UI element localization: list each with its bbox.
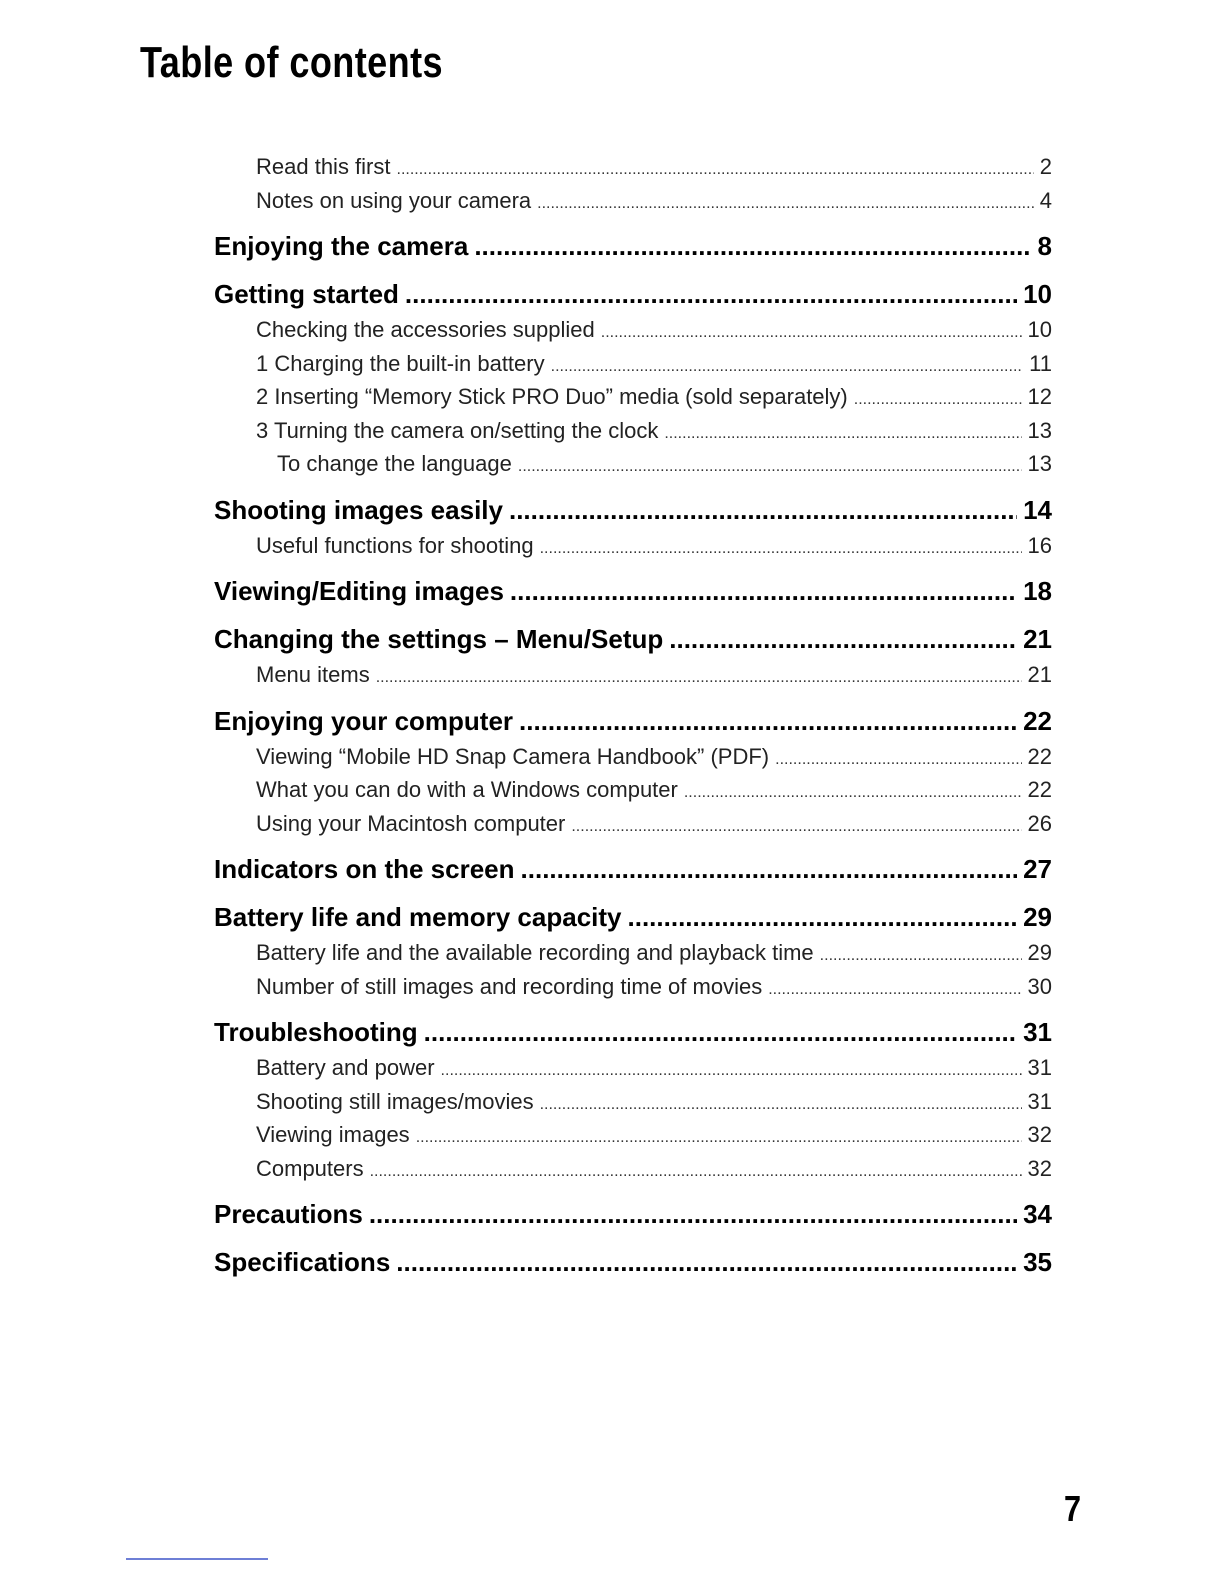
- toc-entry-page-number: 22: [1027, 777, 1052, 802]
- dot-leader: [370, 1155, 1022, 1189]
- toc-subsection-entry[interactable]: [214, 936, 1052, 970]
- toc-entry-label: To change the language: [277, 451, 512, 476]
- toc-entry-label: Number of still images and recording time of movies: [256, 973, 763, 999]
- toc-entry-page-number: 8: [1037, 231, 1052, 261]
- dot-leader: [540, 532, 1022, 566]
- toc-entry-page-number: 13: [1027, 451, 1052, 476]
- toc-entry-label: Battery life and memory capacity: [214, 902, 622, 932]
- page-number: 7: [1064, 1488, 1082, 1529]
- toc-entry-page-number: 14: [1023, 494, 1052, 525]
- toc-entry-label: Computers: [256, 1155, 364, 1181]
- dot-leader: [521, 850, 1018, 888]
- toc-entry-page-number: 21: [1023, 624, 1052, 654]
- toc-entry-label: Specifications: [214, 1247, 391, 1277]
- toc-subsection-entry[interactable]: [214, 773, 1052, 807]
- dot-leader: [396, 1243, 1017, 1281]
- toc-section-entry[interactable]: [214, 491, 1052, 529]
- toc-subsection-entry[interactable]: [214, 740, 1052, 774]
- toc-subsection-entry[interactable]: [214, 447, 1052, 481]
- toc-entry-label: Viewing images: [256, 1122, 410, 1147]
- toc-entry-label: 2 Inserting “Memory Stick PRO Duo” media (sold separately): [256, 384, 848, 409]
- dot-leader: [474, 227, 1031, 265]
- toc-entry-page-number: 32: [1027, 1122, 1052, 1147]
- toc-entry-page-number: 10: [1023, 279, 1052, 309]
- toc-entry-label: Shooting still images/movies: [256, 1088, 534, 1114]
- toc-subsection-entry[interactable]: [214, 1118, 1052, 1152]
- bottom-rule: [126, 1558, 268, 1560]
- page-title: Table of contents: [140, 38, 443, 87]
- toc-entry-label: Precautions: [214, 1199, 363, 1229]
- toc-entry-label: Checking the accessories supplied: [256, 317, 595, 342]
- toc-subsection-entry[interactable]: [214, 1085, 1052, 1119]
- dot-leader: [854, 383, 1022, 417]
- toc-entry-page-number: 29: [1027, 940, 1052, 965]
- toc-section-entry[interactable]: [214, 1243, 1052, 1281]
- toc-entry-label: 3 Turning the camera on/setting the clock: [256, 417, 659, 443]
- dot-leader: [397, 153, 1034, 187]
- toc-entry-page-number: 34: [1023, 1199, 1052, 1229]
- toc-entry-page-number: 22: [1027, 743, 1052, 769]
- toc-subsection-entry[interactable]: [214, 658, 1052, 692]
- toc-section-entry[interactable]: [214, 1013, 1052, 1051]
- dot-leader: [518, 450, 1022, 484]
- dot-leader: [416, 1121, 1022, 1155]
- dot-leader: [601, 316, 1022, 350]
- toc-entry-label: Menu items: [256, 662, 370, 687]
- toc-entry-page-number: 16: [1027, 532, 1052, 558]
- toc-entry-label: Useful functions for shooting: [256, 532, 534, 558]
- toc-entry-page-number: 29: [1023, 902, 1052, 932]
- toc-section-entry[interactable]: [214, 898, 1052, 936]
- toc-entry-page-number: 4: [1039, 187, 1052, 213]
- toc-section-entry[interactable]: [214, 1195, 1052, 1233]
- toc-entry-page-number: 13: [1027, 417, 1052, 443]
- dot-leader: [376, 661, 1022, 695]
- toc-section-entry[interactable]: [214, 227, 1052, 265]
- toc-entry-label: Viewing “Mobile HD Snap Camera Handbook” (PDF): [256, 743, 770, 769]
- toc-entry-page-number: 21: [1027, 662, 1052, 687]
- toc-section-entry[interactable]: [214, 275, 1052, 313]
- toc-entry-label: Battery life and the available recording and playback time: [256, 940, 814, 965]
- toc-entry-label: What you can do with a Windows computer: [256, 777, 678, 802]
- toc-entry-page-number: 12: [1027, 384, 1052, 409]
- toc-subsection-entry[interactable]: [214, 807, 1052, 841]
- toc-entry-label: Read this first: [256, 154, 391, 179]
- dot-leader: [519, 702, 1017, 740]
- toc-subsection-entry[interactable]: [214, 184, 1052, 218]
- dot-leader: [509, 491, 1017, 529]
- dot-leader: [540, 1088, 1022, 1122]
- toc-entry-label: Indicators on the screen: [214, 854, 515, 884]
- dot-leader: [424, 1013, 1017, 1051]
- toc-entry-label: Notes on using your camera: [256, 187, 532, 213]
- toc-entry-page-number: 10: [1027, 317, 1052, 342]
- toc-entry-label: Enjoying your computer: [214, 705, 514, 736]
- toc-entry-page-number: 22: [1023, 705, 1052, 736]
- toc-entry-page-number: 31: [1027, 1055, 1052, 1080]
- toc-entry-page-number: 2: [1039, 154, 1052, 179]
- dot-leader: [664, 417, 1021, 451]
- toc-entry-page-number: 27: [1023, 854, 1052, 884]
- dot-leader: [441, 1054, 1022, 1088]
- toc-subsection-entry[interactable]: [214, 313, 1052, 347]
- toc-subsection-entry[interactable]: [214, 1152, 1052, 1186]
- toc-entry-page-number: 32: [1027, 1155, 1052, 1181]
- toc-entry-label: 1 Charging the built-in battery: [256, 350, 545, 376]
- toc-entry-label: Enjoying the camera: [214, 231, 469, 261]
- toc-entry-label: Battery and power: [256, 1055, 435, 1080]
- toc-entry-page-number: 30: [1027, 973, 1052, 999]
- toc-subsection-entry[interactable]: [214, 150, 1052, 184]
- toc-entry-page-number: 11: [1029, 350, 1052, 376]
- dot-leader: [684, 776, 1022, 810]
- toc-entry-page-number: 31: [1023, 1017, 1052, 1047]
- toc-entry-page-number: 35: [1023, 1247, 1052, 1277]
- toc-section-entry[interactable]: [214, 702, 1052, 740]
- toc-subsection-entry[interactable]: [214, 1051, 1052, 1085]
- dot-leader: [571, 810, 1021, 844]
- dot-leader: [820, 939, 1022, 973]
- toc-subsection-entry[interactable]: [214, 529, 1052, 563]
- dot-leader: [537, 187, 1034, 221]
- toc-entry-label: Using your Macintosh computer: [256, 810, 566, 836]
- dot-leader: [405, 275, 1017, 313]
- dot-leader: [669, 620, 1017, 658]
- dot-leader: [551, 350, 1024, 384]
- toc-section-entry[interactable]: [214, 620, 1052, 658]
- dot-leader: [369, 1195, 1017, 1233]
- dot-leader: [768, 973, 1021, 1007]
- toc-subsection-entry[interactable]: [214, 970, 1052, 1004]
- toc-subsection-entry[interactable]: [214, 347, 1052, 381]
- toc-subsection-entry[interactable]: [214, 414, 1052, 448]
- toc-section-entry[interactable]: [214, 850, 1052, 888]
- toc-entry-page-number: 31: [1027, 1088, 1052, 1114]
- dot-leader: [775, 743, 1021, 777]
- toc-entry-label: Shooting images easily: [214, 494, 503, 525]
- table-of-contents: [214, 150, 1052, 1281]
- toc-entry-label: Changing the settings – Menu/Setup: [214, 624, 664, 654]
- toc-entry-page-number: 18: [1023, 576, 1052, 606]
- toc-entry-label: Viewing/Editing images: [214, 576, 504, 606]
- toc-entry-page-number: 26: [1027, 810, 1052, 836]
- toc-entry-label: Getting started: [214, 279, 399, 309]
- toc-entry-label: Troubleshooting: [214, 1017, 418, 1047]
- toc-subsection-entry[interactable]: [214, 380, 1052, 414]
- toc-section-entry[interactable]: [214, 572, 1052, 610]
- dot-leader: [510, 572, 1017, 610]
- dot-leader: [628, 898, 1018, 936]
